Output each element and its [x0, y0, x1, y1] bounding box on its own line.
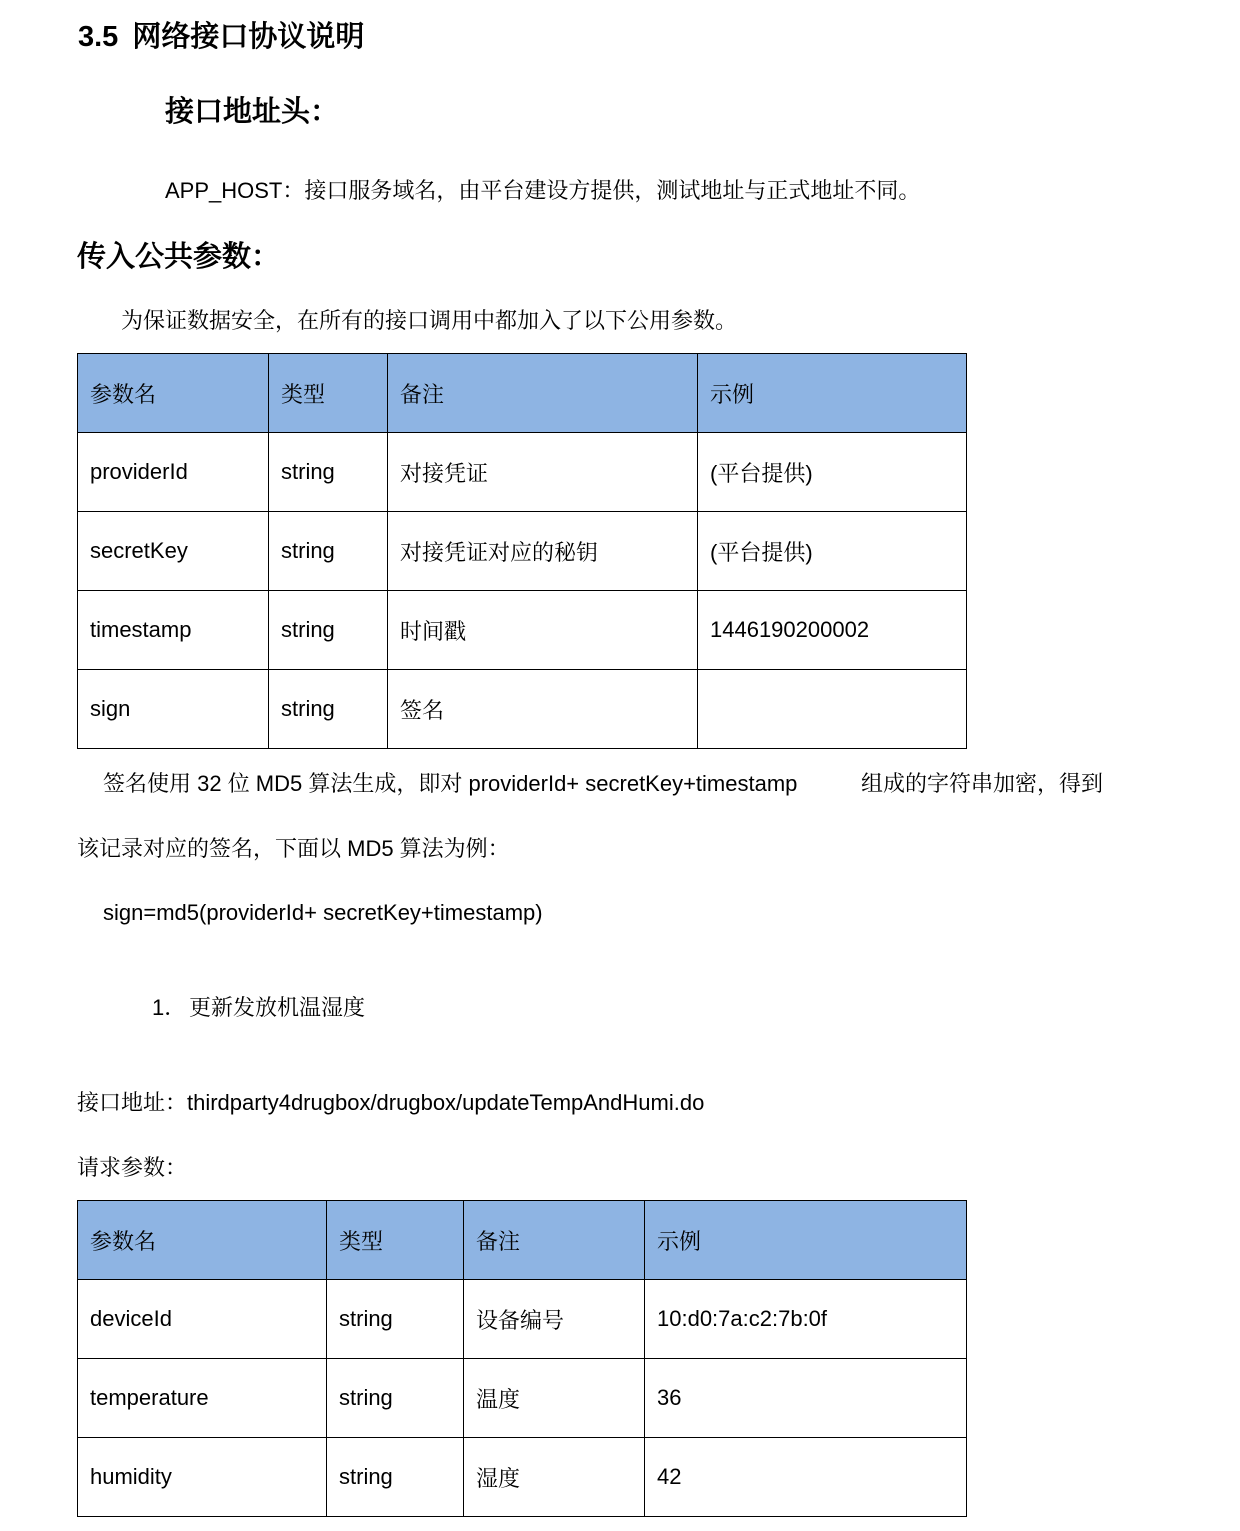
address-header-heading: 接口地址头：	[165, 96, 340, 128]
table-cell: string	[327, 1280, 464, 1359]
table-cell: (平台提供)	[698, 512, 967, 591]
table-row	[78, 670, 967, 749]
table-cell: 对接凭证	[388, 433, 698, 512]
table-cell: 42	[645, 1438, 967, 1517]
table-header-row	[78, 1201, 967, 1280]
table-cell: 设备编号	[464, 1280, 645, 1359]
table-cell: string	[269, 591, 388, 670]
header-cell: 类型	[269, 354, 388, 433]
header-cell: 类型	[327, 1201, 464, 1280]
table-cell: sign	[78, 670, 269, 749]
table-cell: 36	[645, 1359, 967, 1438]
header-cell: 示例	[698, 354, 967, 433]
app-host-text: APP_HOST：接口服务域名，由平台建设方提供，测试地址与正式地址不同。	[165, 178, 921, 203]
section-heading	[78, 18, 364, 56]
table-cell: string	[327, 1359, 464, 1438]
table-cell: string	[269, 670, 388, 749]
sign-desc-line1-b: 组成的字符串加密，得到	[861, 771, 1104, 796]
table-header-row	[78, 354, 967, 433]
table-row	[78, 1359, 967, 1438]
table-cell	[698, 670, 967, 749]
section-title: 网络接口协议说明	[132, 21, 365, 53]
public-params-table	[77, 353, 967, 749]
table-cell: timestamp	[78, 591, 269, 670]
sign-desc-line2: 该记录对应的签名，下面以 MD5 算法为例：	[77, 836, 510, 861]
table-cell: (平台提供)	[698, 433, 967, 512]
api1-title: 更新发放机温湿度	[189, 995, 366, 1020]
header-cell: 示例	[645, 1201, 967, 1280]
header-cell: 备注	[388, 354, 698, 433]
table-cell: 签名	[388, 670, 698, 749]
table-cell: string	[269, 512, 388, 591]
table-cell: deviceId	[78, 1280, 327, 1359]
table-cell: 湿度	[464, 1438, 645, 1517]
header-cell: 参数名	[78, 1201, 327, 1280]
sign-desc-line1-a: 签名使用 32 位 MD5 算法生成，即对 providerId+ secretKey+timestamp	[103, 771, 798, 796]
table-cell: secretKey	[78, 512, 269, 591]
table-cell: 时间戳	[388, 591, 698, 670]
table-row	[78, 591, 967, 670]
table-cell: string	[269, 433, 388, 512]
public-params-heading: 传入公共参数：	[77, 241, 281, 273]
table-cell: temperature	[78, 1359, 327, 1438]
table-cell: 温度	[464, 1359, 645, 1438]
api1-number: 1．	[152, 995, 187, 1020]
sign-formula: sign=md5(providerId+ secretKey+timestamp)	[103, 900, 543, 925]
table-cell: 对接凭证对应的秘钥	[388, 512, 698, 591]
section-number: 3.5	[78, 21, 119, 53]
api1-params-table	[77, 1200, 967, 1517]
table-row	[78, 1438, 967, 1517]
table-cell: 1446190200002	[698, 591, 967, 670]
table-row	[78, 433, 967, 512]
header-cell: 参数名	[78, 354, 269, 433]
header-cell: 备注	[464, 1201, 645, 1280]
table-cell: providerId	[78, 433, 269, 512]
table-row	[78, 1280, 967, 1359]
api1-list-item	[152, 993, 365, 1023]
table-cell: 10:d0:7a:c2:7b:0f	[645, 1280, 967, 1359]
api1-request-label: 请求参数：	[77, 1155, 188, 1180]
table-cell: string	[327, 1438, 464, 1517]
table-row	[78, 512, 967, 591]
table-cell: humidity	[78, 1438, 327, 1517]
api1-address: 接口地址：thirdparty4drugbox/drugbox/updateTempAndHumi.do	[77, 1090, 705, 1115]
public-params-intro: 为保证数据安全，在所有的接口调用中都加入了以下公用参数。	[121, 308, 738, 333]
